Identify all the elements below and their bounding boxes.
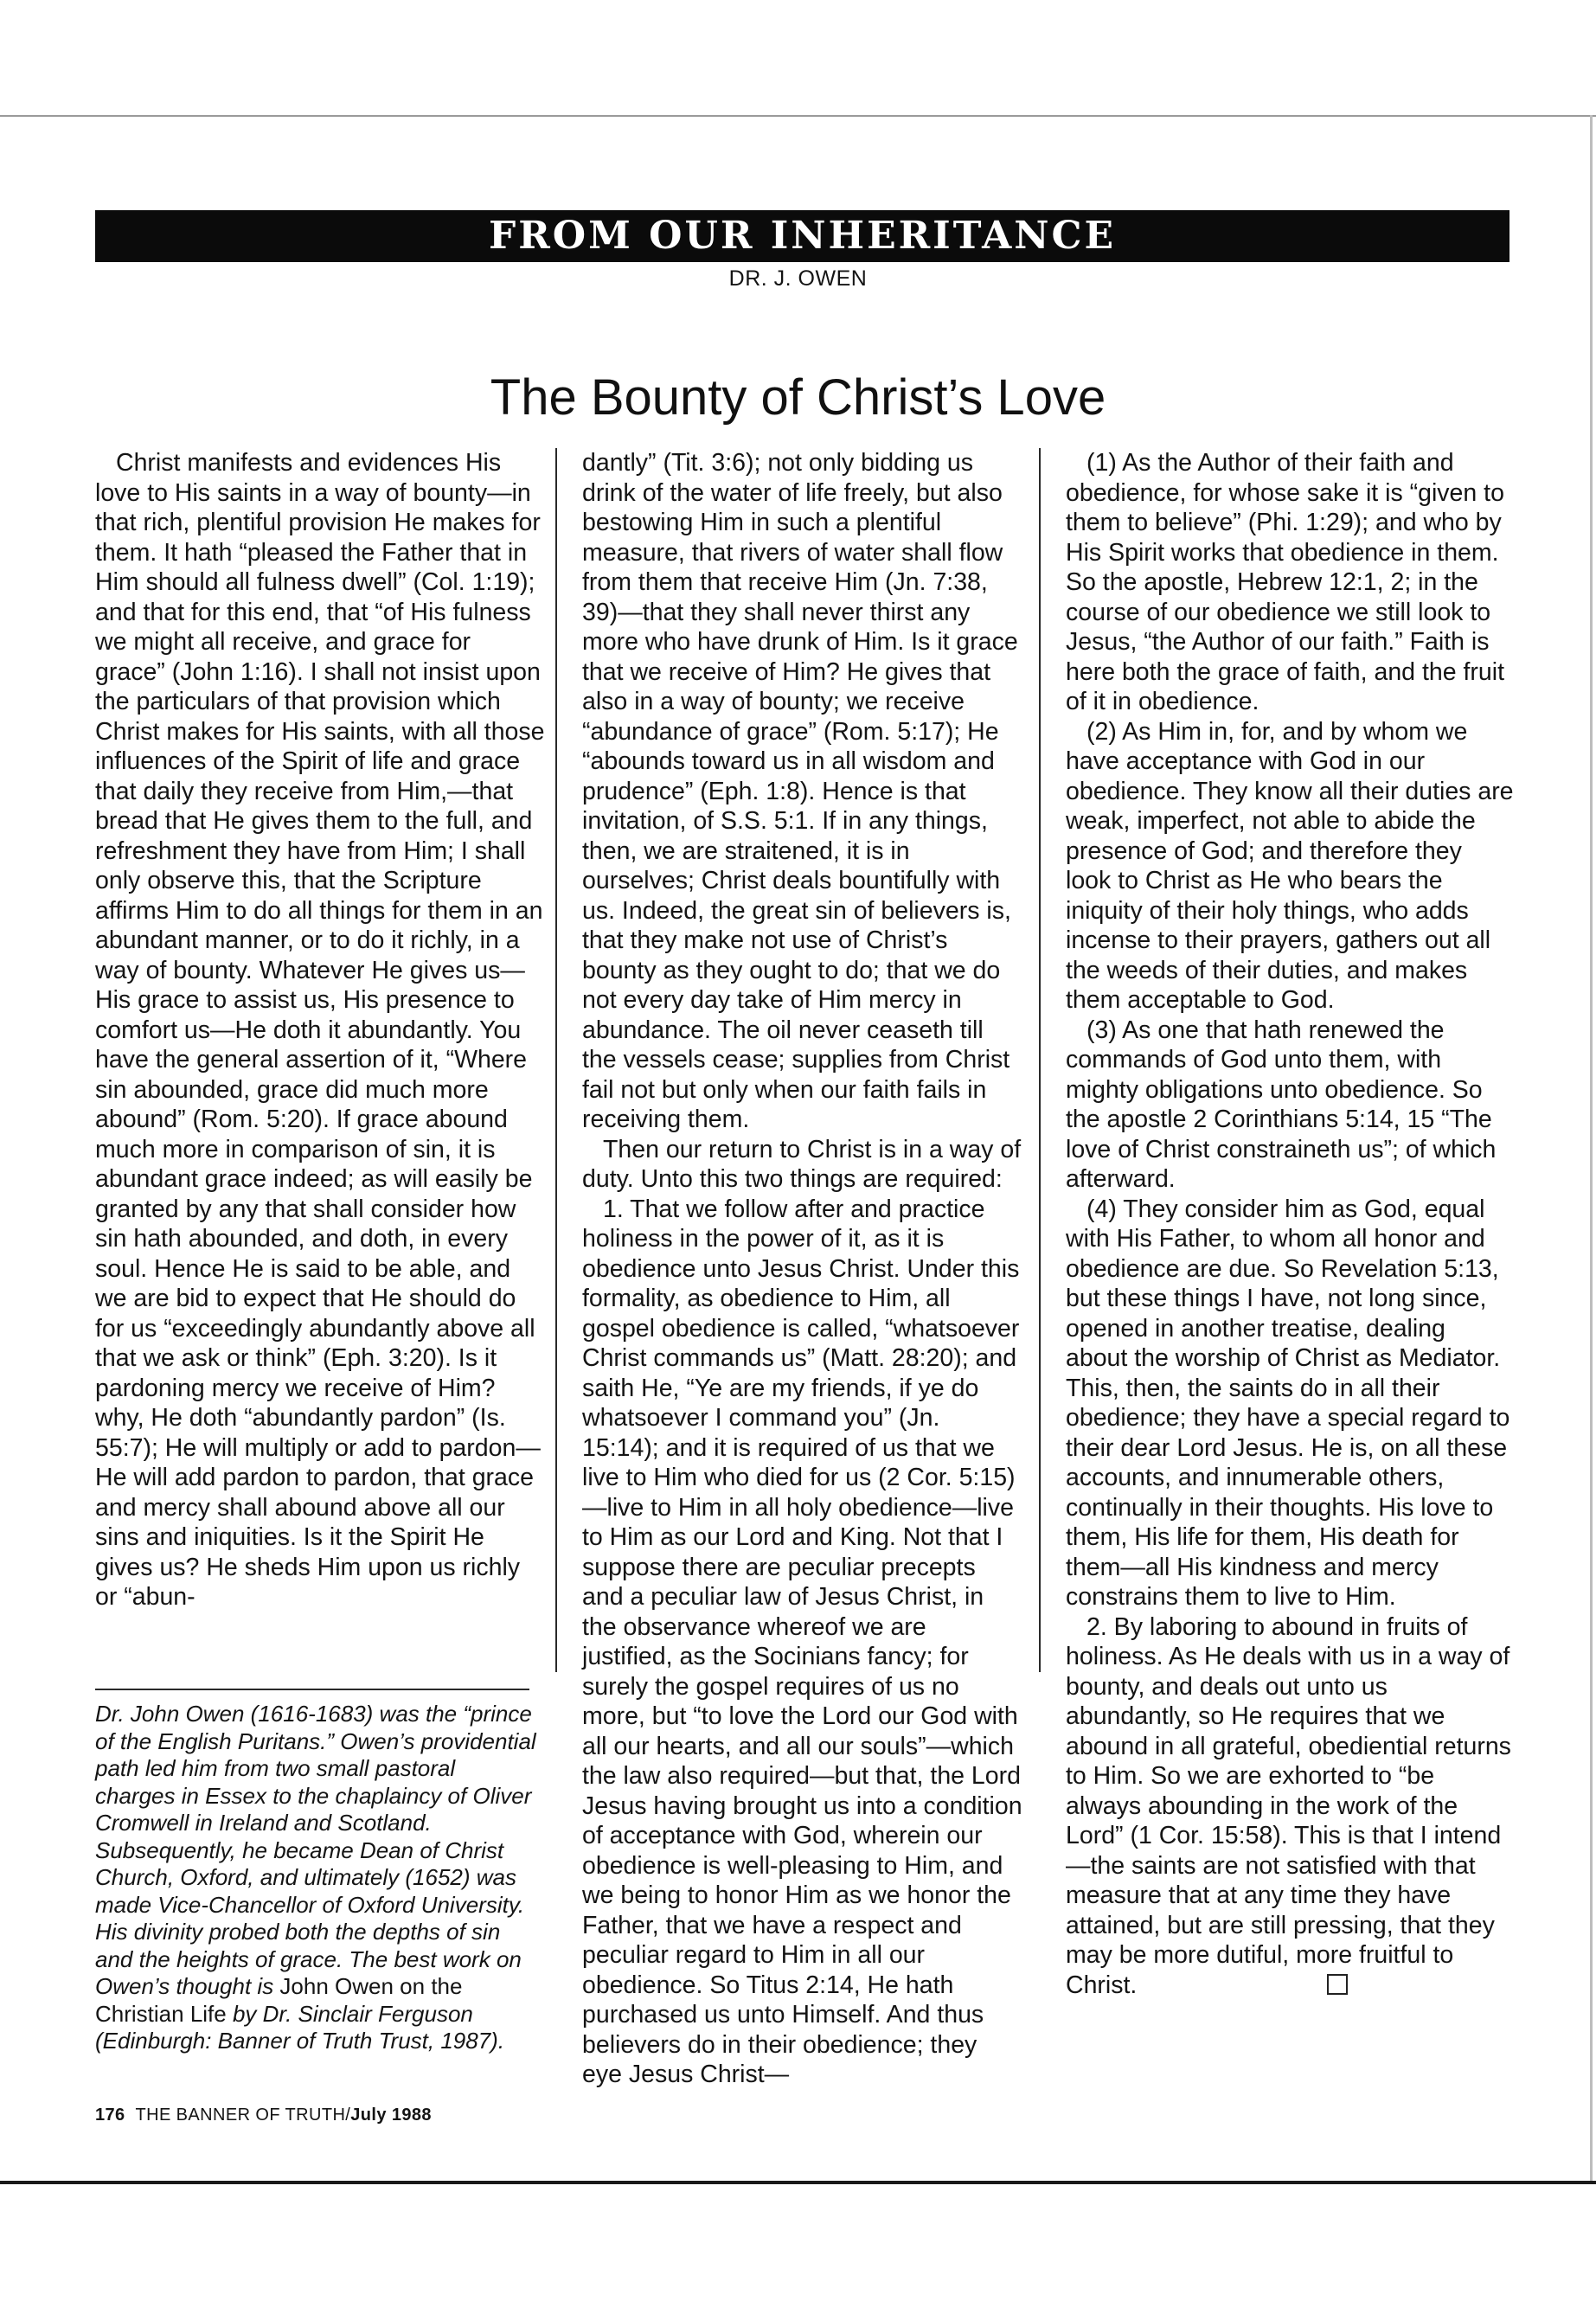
column-2-paragraph: 1. That we follow after and practice holiness in the power of it, as it is obedience unto Jesus Christ. Under this formality, as obedience to Him, all gospel obedience is called, “whatsoever Christ commands us” (Matt. 28:20); and saith He, “Ye are my friends, if ye do whatsoever I command you” (Jn. 15:14); and it is required of us that we live to Him who died for us (2 Cor. 5:15)—live to Him in all holy obedience—live to Him as our Lord and King. Not that I suppose there are peculiar precepts and a peculiar law of Jesus Christ, in the observance whereof we are justified, as the Socinians fancy; for surely the gospel requires of us no more, but “to love the Lord our God with all our hearts, and all our souls”—which the law also required—but that, the Lord Jesus having brought us into a condition of acceptance with God, wherein our obedience is well-pleasing to Him, and we being to honor Him as we honor the Father, that we have a respect and peculiar regard to Him in all our obedience. So Titus 2:14, He hath purchased us unto Himself. And thus believers do in their obedience; they eye Jesus Christ— xyxy=(582,1195,1022,2088)
column-divider-2 xyxy=(1039,448,1041,1672)
column-1 xyxy=(95,448,545,1612)
end-of-article-box-icon xyxy=(1327,1974,1348,1995)
book-title: John Owen on the Christian Life xyxy=(95,1973,463,2027)
article-title: The Bounty of Christ’s Love xyxy=(490,369,1106,426)
publication-name: THE BANNER OF TRUTH/ xyxy=(135,2106,351,2125)
column-3-paragraph: (2) As Him in, for, and by whom we have acceptance with God in our obedience. They know all their duties are weak, imperfect, not able to abide the presence of God; and therefore they look to Christ as He who bears the iniquity of their holy things, who adds incense to their prayers, gathers out all the weeds of their duties, and makes them acceptable to God. xyxy=(1066,717,1514,1014)
column-3-paragraph: (1) As the Author of their faith and obedience, for whose sake it is “given to them to believe” (Phi. 1:29); and who by His Spirit works that obedience in them. So the apostle, Hebrew 12:1, 2; in the course of our obedience we still look to Jesus, “the Author of our faith.” Faith is here both the grace of faith, and the fruit of it in obedience. xyxy=(1066,449,1505,715)
column-3-paragraph xyxy=(1066,1612,1514,2001)
column-1-paragraph: Christ manifests and evidences His love to His saints in a way of bounty—in that rich, plentiful provision He makes for them. It hath “pleased the Father that in Him should all fulness dwell” (Col. 1:19); and that for this end, that “of His fulness we might all receive, and grace for grace” (John 1:16). I shall not insist upon the particulars of that provision which Christ makes for His saints, with all those influences of the Spirit of life and grace that daily they receive from Him,—that bread that He gives them to the full, and refreshment they have from Him; I shall only observe this, that the Scripture affirms Him to do all things for them in an abundant manner, or to do it richly, in a way of bounty. Whatever He gives us—His grace to assist us, His presence to comfort us—He doth it abundantly. You have the general assertion of it, “Where sin abounded, grace did much more abound” (Rom. 5:20). If grace abound much more in comparison of sin, it is abundant grace indeed; as will easily be granted by any that shall consider how sin hath abounded, and doth, in every soul. Hence He is said to be able, and we are bid to expect that He should do for us “exceedingly abundantly above all that we ask or think” (Eph. 3:20). Is it pardoning mercy we receive of Him? why, He doth “abundantly pardon” (Is. 55:7); He will multiply or add to pardon—He will add pardon to pardon, that grace and mercy shall abound above all our sins and iniquities. Is it the Spirit He gives us? He sheds Him upon us richly or “abun- xyxy=(95,449,545,1611)
bottom-page-edge xyxy=(0,2181,1596,2184)
column-2-paragraph: Then our return to Christ is in a way of duty. Unto this two things are required: xyxy=(582,1135,1022,1193)
author-bio xyxy=(95,1701,538,2055)
column-2-paragraph: dantly” (Tit. 3:6); not only bidding us drink of the water of life freely, but also bestowing Him in such a plentiful measure, that rivers of water shall flow from them that receive Him (Jn. 7:38, 39)—that they shall never thirst any more who have drunk of Him. Is it grace that we receive of Him? He gives that also in a way of bounty; we receive “abundance of grace” (Rom. 5:17); He “abounds toward us in all wisdom and prudence” (Eph. 1:8). Hence is that invitation, of S.S. 5:1. If in any things, then, we are straitened, it is in ourselves; Christ deals bountifully with us. Indeed, the great sin of believers is, that they make not use of Christ’s bounty as they ought to do; that we do not every day take of Him mercy in abundance. The oil never ceaseth till the vessels cease; supplies from Christ fail not but only when our faith fails in receiving them. xyxy=(582,449,1018,1133)
column-3 xyxy=(1066,448,1514,2000)
section-banner: FROM OUR INHERITANCE xyxy=(95,210,1509,262)
author-bio-text-end: by Dr. Sinclair Ferguson (Edinburgh: Banner of Truth Trust, 1987). xyxy=(95,2000,505,2054)
bio-separator-rule xyxy=(95,1689,529,1690)
author-bio-text: Dr. John Owen (1616-1683) was the “prince of the English Puritans.” Owen’s providential path led him from two small pastoral charges in Essex to the chaplaincy of Oliver Cromwell in Ireland and Scotland. Subsequently, he became Dean of Christ Church, Oxford, and ultimately (1652) was made Vice-Chancellor of Oxford University. His divinity probed both the depths of sin and the heights of grace. The best work on Owen’s thought is xyxy=(95,1701,536,1999)
column-3-paragraph: (4) They consider him as God, equal with His Father, to whom all honor and obedience are due. So Revelation 5:13, but these things I have, not long since, opened in another treatise, dealing about the worship of Christ as Mediator. This, then, the saints do in all their obedience; they have a special regard to their dear Lord Jesus. He is, on all these accounts, and innumerable others, continually in their thoughts. His love to them, His life for them, His death for them—all His kindness and mercy constrains them to live to Him. xyxy=(1066,1195,1510,1611)
page-number: 176 xyxy=(95,2106,125,2125)
top-page-edge xyxy=(0,115,1596,117)
author-byline: DR. J. OWEN xyxy=(728,266,868,291)
page-footer xyxy=(95,2104,432,2126)
column-3-paragraph: (3) As one that hath renewed the commands of God unto them, with mighty obligations unto obedience. So the apostle 2 Corinthians 5:14, 15 “The love of Christ constraineth us”; of which afterward. xyxy=(1066,1016,1497,1193)
column-3-closing-text: 2. By laboring to abound in fruits of holiness. As He deals with us in a way of bounty, and deals out unto us abundantly, so He requires that we abound in all grateful, obediential returns to Him. So we are exhorted to “be always abounding in the work of the Lord” (1 Cor. 15:58). This is that I intend—the saints are not satisfied with that measure that at any time they have attained, but are still pressing, that they may be more dutiful, more fruitful to Christ. xyxy=(1066,1612,1511,1999)
issue-date: July 1988 xyxy=(350,2106,432,2125)
column-divider-1 xyxy=(555,448,557,1672)
column-2 xyxy=(582,448,1023,2090)
